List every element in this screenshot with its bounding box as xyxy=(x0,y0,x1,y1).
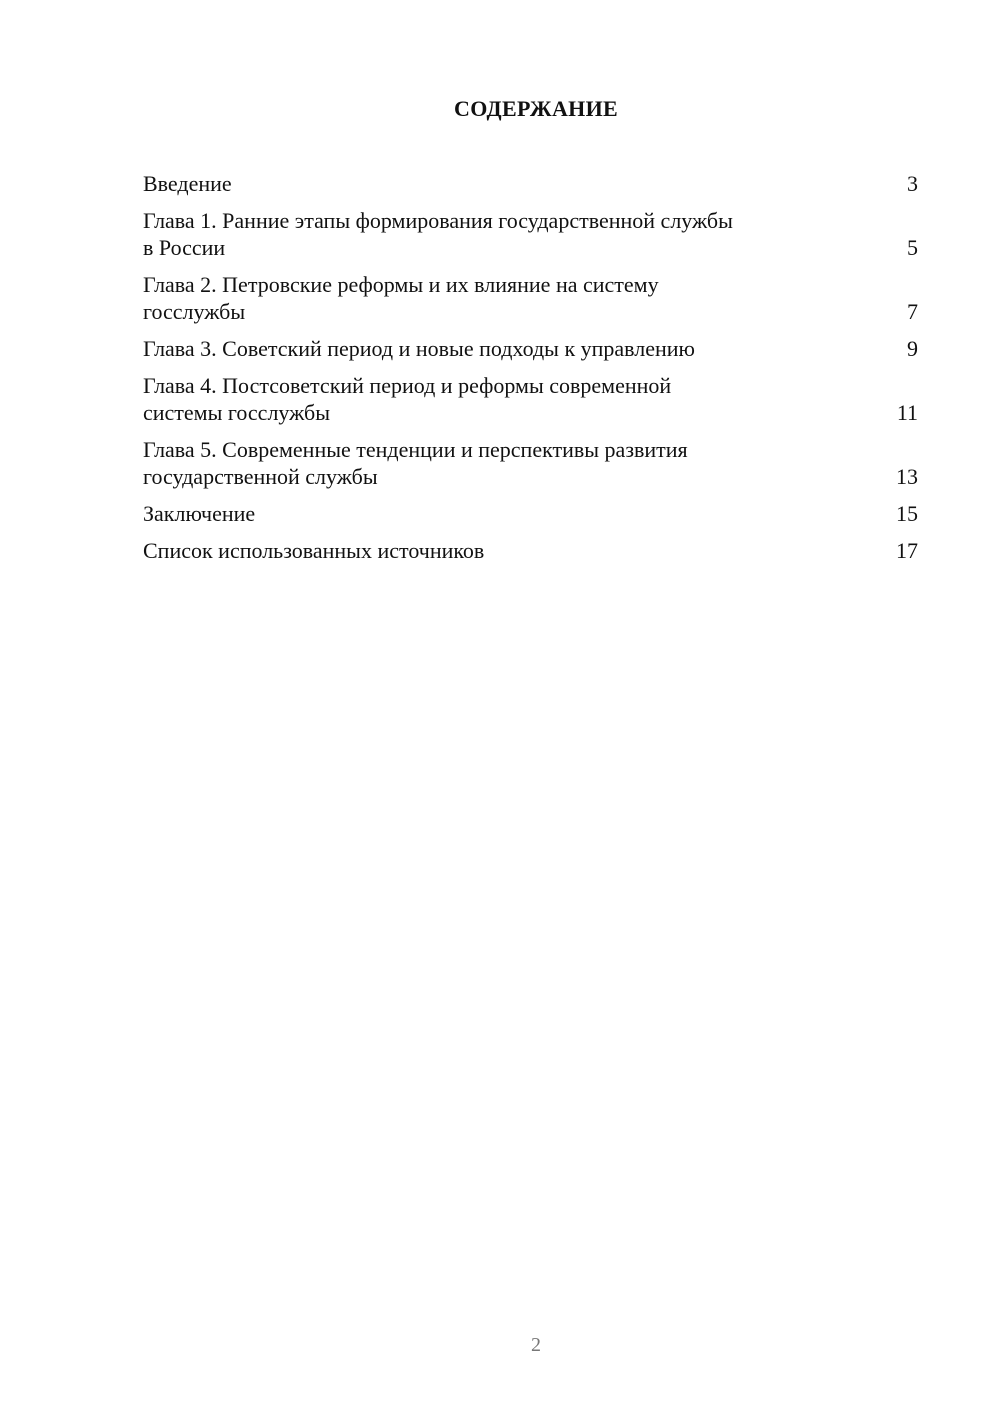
toc-entry-title xyxy=(143,372,833,426)
toc-entry-title-line: системы госслужбы xyxy=(143,400,331,425)
toc-entry-title xyxy=(143,537,833,564)
toc-entry-chapter-2[interactable] xyxy=(143,271,918,325)
toc-entry-title-line: в России xyxy=(143,235,226,260)
toc-entry-conclusion[interactable] xyxy=(143,500,918,527)
toc-entry-page-number: 9 xyxy=(907,336,918,361)
toc-entry-title xyxy=(143,271,833,325)
toc-entry-title-line: Глава 2. Петровские реформы и их влияние на систему xyxy=(143,272,659,297)
toc-entry-title xyxy=(143,436,833,490)
page-title: СОДЕРЖАНИЕ xyxy=(454,96,618,121)
table-of-contents xyxy=(143,170,918,574)
toc-entry-title-line: Глава 1. Ранние этапы формирования государственной службы xyxy=(143,208,733,233)
toc-entry-title-line: госслужбы xyxy=(143,299,246,324)
toc-entry-page-number: 15 xyxy=(896,501,918,526)
toc-entry-page-number: 7 xyxy=(907,299,918,324)
toc-entry-title-line: Глава 4. Постсоветский период и реформы современной xyxy=(143,373,672,398)
page-number: 2 xyxy=(531,1334,541,1356)
toc-entry-introduction[interactable] xyxy=(143,170,918,197)
toc-entry-title-line: Список использованных источников xyxy=(143,538,485,563)
toc-entry-chapter-1[interactable] xyxy=(143,207,918,261)
toc-entry-page-number: 5 xyxy=(907,235,918,260)
toc-entry-page-number: 13 xyxy=(896,464,918,489)
toc-entry-title-line: Глава 3. Советский период и новые подходы к управлению xyxy=(143,336,695,361)
toc-entry-page-number: 11 xyxy=(896,400,918,425)
toc-entry-references[interactable] xyxy=(143,537,918,564)
toc-entry-title-line: Введение xyxy=(143,171,232,196)
toc-entry-title-line: Глава 5. Современные тенденции и перспективы развития xyxy=(143,437,688,462)
toc-entry-title xyxy=(143,335,833,362)
toc-entry-title-line: Заключение xyxy=(143,501,256,526)
toc-entry-chapter-4[interactable] xyxy=(143,372,918,426)
toc-entry-title xyxy=(143,207,833,261)
toc-entry-title xyxy=(143,170,833,197)
toc-entry-chapter-5[interactable] xyxy=(143,436,918,490)
toc-entry-title-line: государственной службы xyxy=(143,464,378,489)
toc-entry-page-number: 17 xyxy=(896,538,918,563)
toc-entry-chapter-3[interactable] xyxy=(143,335,918,362)
toc-entry-page-number: 3 xyxy=(907,171,918,196)
toc-entry-title xyxy=(143,500,833,527)
